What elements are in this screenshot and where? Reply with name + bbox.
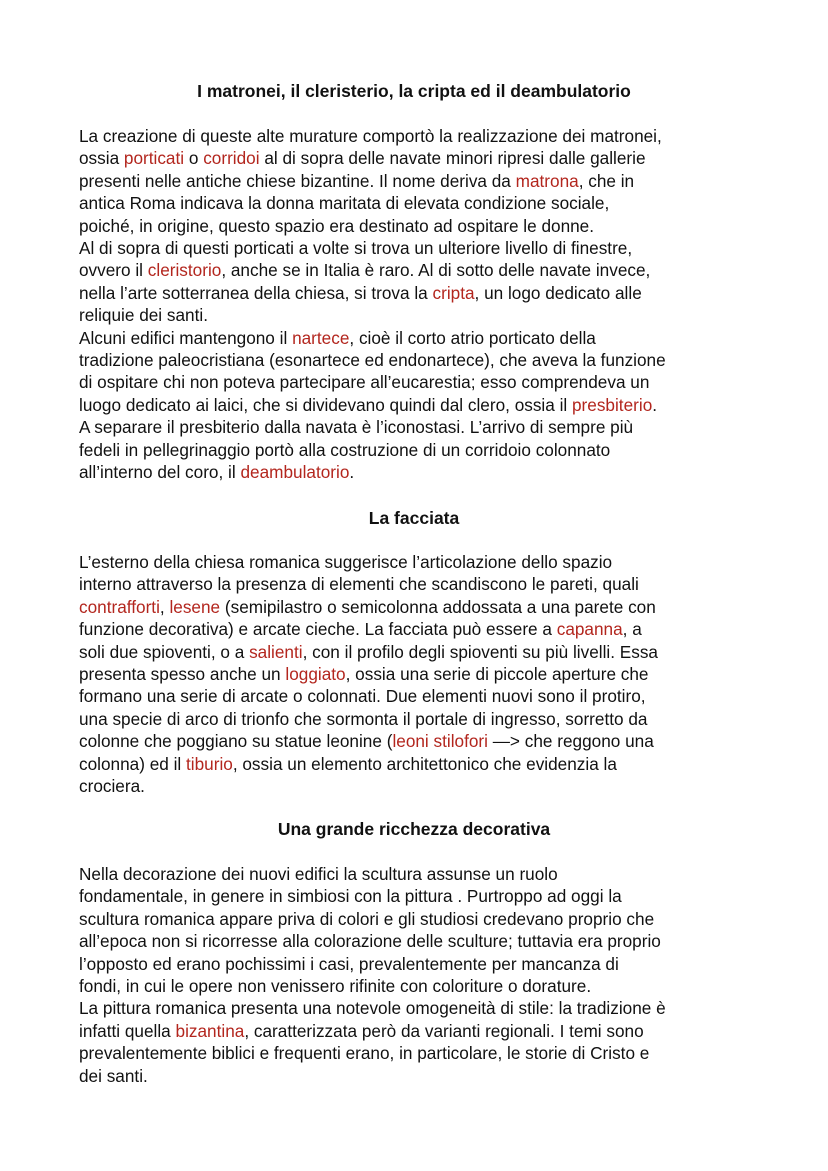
text-segment: o	[184, 148, 204, 169]
text-segment: crociera.	[79, 776, 145, 797]
text-line	[79, 371, 759, 393]
section-1-heading: I matronei, il cleristerio, la cripta ed il deambulatorio	[197, 81, 631, 101]
text-segment: funzione decorativa) e arcate cieche. La facciata può essere a	[79, 619, 557, 640]
text-segment: presenta spesso anche un	[79, 664, 286, 685]
highlighted-term: porticati	[123, 148, 185, 169]
text-segment: soli due spioventi, o a	[79, 641, 250, 662]
text-segment: La pittura romanica presenta una notevole omogeneità di stile: la tradizione è	[79, 998, 666, 1019]
text-segment: antica Roma indicava la donna maritata di elevata condizione sociale,	[79, 193, 610, 214]
text-line	[79, 730, 759, 752]
text-line	[79, 573, 759, 595]
section-3-heading: Una grande ricchezza decorativa	[277, 819, 551, 839]
text-segment: all’interno del coro, il	[79, 462, 241, 483]
text-line	[79, 215, 759, 237]
text-segment: , con il profilo degli spioventi su più livelli. Essa	[302, 641, 658, 662]
text-line	[79, 349, 759, 371]
highlighted-term: cleristorio	[147, 260, 222, 281]
text-line	[79, 618, 759, 640]
text-line	[79, 863, 759, 885]
text-segment: , cioè il corto atrio porticato della	[349, 327, 596, 348]
text-line	[79, 259, 759, 281]
text-segment: infatti quella	[79, 1020, 176, 1041]
text-segment: Nella decorazione dei nuovi edifici la scultura assunse un ruolo	[79, 864, 558, 884]
highlighted-term: deambulatorio	[240, 462, 350, 483]
text-line	[79, 708, 759, 730]
text-line	[79, 125, 759, 147]
text-line	[79, 170, 759, 192]
highlighted-term: loggiato	[285, 664, 346, 685]
highlighted-term: nartece	[292, 327, 350, 348]
text-line	[79, 953, 759, 975]
text-segment: —> che reggono una	[487, 731, 654, 752]
text-segment: L’esterno della chiesa romanica suggerisce l’articolazione dello spazio	[79, 552, 613, 572]
highlighted-term: salienti	[249, 641, 303, 662]
highlighted-term: tiburio	[186, 753, 233, 774]
text-segment: , un logo dedicato alle	[474, 282, 642, 303]
text-line	[79, 997, 759, 1019]
text-segment: prevalentemente biblici e frequenti erano, in particolare, le storie di Cristo e	[79, 1043, 650, 1064]
highlighted-term: corridoi	[203, 148, 260, 169]
text-segment: Alcuni edifici mantengono il	[79, 327, 293, 348]
text-segment: interno attraverso la presenza di elementi che scandiscono le pareti, quali	[79, 574, 639, 595]
text-line	[79, 641, 759, 663]
text-segment: , a	[622, 619, 642, 640]
text-line	[79, 1065, 759, 1087]
text-segment: , che in	[578, 170, 635, 191]
text-line	[79, 596, 759, 618]
text-segment: dei santi.	[79, 1065, 148, 1086]
text-line	[79, 416, 759, 438]
text-line	[79, 663, 759, 685]
text-line	[79, 551, 759, 573]
text-line	[79, 930, 759, 952]
text-segment: A separare il presbiterio dalla navata è l’iconostasi. L’arrivo di sempre più	[79, 417, 634, 438]
text-line	[79, 908, 759, 930]
text-line	[79, 775, 759, 797]
highlighted-term: matrona	[515, 170, 579, 191]
highlighted-term: lesene	[169, 596, 221, 617]
text-segment: all’epoca non si ricorresse alla colorazione delle sculture; tuttavia era proprio	[79, 931, 661, 952]
highlighted-term: leoni stilofori	[392, 731, 488, 752]
text-line	[79, 327, 759, 349]
text-line	[79, 192, 759, 214]
text-line	[79, 753, 759, 775]
text-segment: luogo dedicato ai laici, che si dividevano quindi dal clero, ossia il	[79, 394, 572, 415]
text-line	[79, 237, 759, 259]
section-2-heading: La facciata	[368, 508, 460, 528]
text-segment: , ossia un elemento architettonico che evidenzia la	[232, 753, 617, 774]
text-segment: scultura romanica appare priva di colori e gli studiosi credevano proprio che	[79, 908, 655, 929]
text-line	[79, 685, 759, 707]
section-1-body	[79, 125, 759, 484]
text-line	[79, 461, 759, 483]
section-2-body	[79, 551, 759, 797]
text-segment: poiché, in origine, questo spazio era destinato ad ospitare le donne.	[79, 215, 595, 236]
section-3-body	[79, 863, 759, 1087]
text-segment: , anche se in Italia è raro. Al di sotto delle navate invece,	[221, 260, 651, 281]
text-segment: reliquie dei santi.	[79, 305, 208, 326]
text-line	[79, 439, 759, 461]
text-segment: colonne che poggiano su statue leonine (	[79, 731, 393, 752]
highlighted-term: presbiterio	[572, 394, 653, 415]
text-line	[79, 975, 759, 997]
text-segment: colonna) ed il	[79, 753, 187, 774]
text-segment: (semipilastro o semicolonna addossata a una parete con	[220, 596, 656, 617]
text-segment: formano una serie di arcate o colonnati. Due elementi nuovi sono il protiro,	[79, 686, 646, 707]
text-line	[79, 1042, 759, 1064]
text-segment: l’opposto ed erano pochissimi i casi, prevalentemente per mancanza di	[79, 953, 619, 974]
text-segment: tradizione paleocristiana (esonartece ed endonartece), che aveva la funzione	[79, 350, 666, 371]
text-segment: .	[349, 462, 355, 483]
text-segment: ossia	[79, 148, 124, 169]
text-line	[79, 304, 759, 326]
text-segment: .	[652, 394, 658, 415]
text-line	[79, 394, 759, 416]
highlighted-term: capanna	[556, 619, 623, 640]
text-segment: ovvero il	[79, 260, 148, 281]
text-segment: , caratterizzata però da varianti regionali. I temi sono	[244, 1020, 644, 1041]
highlighted-term: contrafforti	[79, 596, 160, 617]
text-segment: di ospitare chi non poteva partecipare all’eucarestia; esso comprendeva un	[79, 372, 650, 393]
text-line	[79, 885, 759, 907]
text-segment: al di sopra delle navate minori ripresi dalle gallerie	[259, 148, 646, 169]
highlighted-term: bizantina	[175, 1020, 245, 1041]
text-segment: fondamentale, in genere in simbiosi con la pittura . Purtroppo ad oggi la	[79, 886, 622, 907]
text-segment: fondi, in cui le opere non venissero rifinite con coloriture o dorature.	[79, 976, 592, 997]
highlighted-term: cripta	[432, 282, 475, 303]
text-segment: nella l’arte sotterranea della chiesa, si trova la	[79, 282, 433, 303]
text-segment: fedeli in pellegrinaggio portò alla costruzione di un corridoio colonnato	[79, 439, 611, 460]
text-segment: ,	[159, 596, 170, 617]
text-line	[79, 147, 759, 169]
text-segment: Al di sopra di questi porticati a volte si trova un ulteriore livello di finestre,	[79, 238, 633, 259]
text-segment: una specie di arco di trionfo che sormonta il portale di ingresso, sorretto da	[79, 708, 648, 729]
text-line	[79, 282, 759, 304]
text-line	[79, 1020, 759, 1042]
text-segment: presenti nelle antiche chiese bizantine. Il nome deriva da	[79, 170, 516, 191]
text-segment: , ossia una serie di piccole aperture che	[345, 664, 649, 685]
text-segment: La creazione di queste alte murature comportò la realizzazione dei matronei,	[79, 126, 662, 146]
